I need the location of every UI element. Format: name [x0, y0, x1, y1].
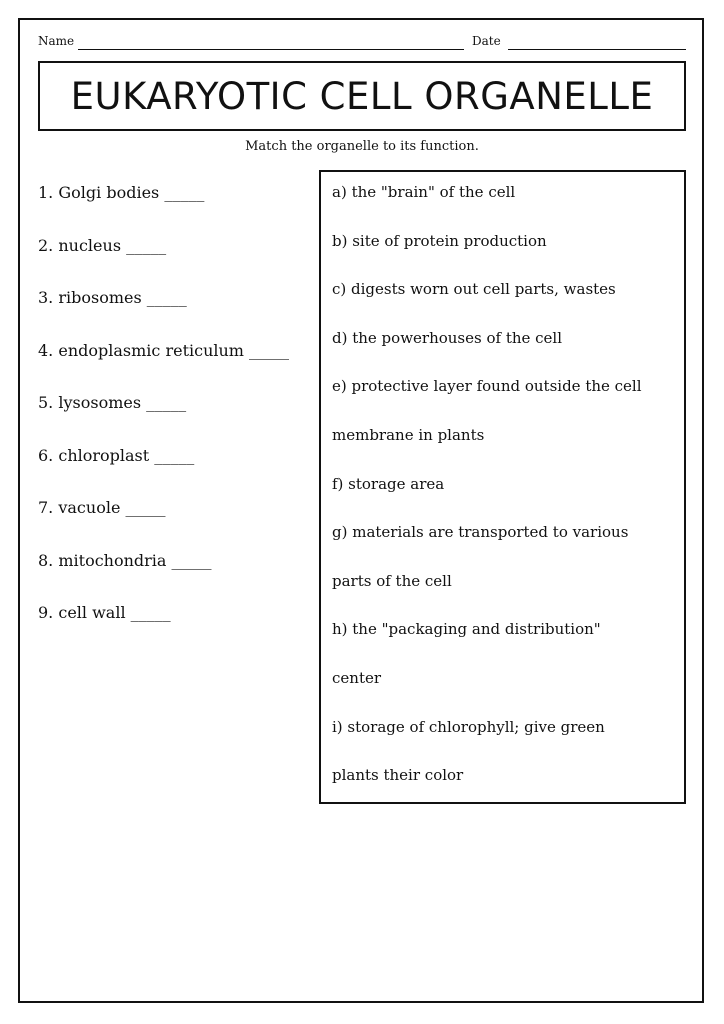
organelle-item: 5. lysosomes _____	[38, 393, 187, 412]
function-line: g) materials are transported to various	[332, 523, 629, 542]
page-title: EUKARYOTIC CELL ORGANELLE	[70, 74, 654, 118]
function-line: d) the powerhouses of the cell	[332, 328, 563, 347]
date-label: Date	[472, 34, 501, 48]
name-date-row	[38, 34, 688, 54]
title-box	[38, 61, 686, 131]
function-line: b) site of protein production	[332, 231, 547, 250]
organelle-item: 7. vacuole _____	[38, 498, 166, 517]
function-line: parts of the cell	[332, 571, 452, 590]
organelle-item: 2. nucleus _____	[38, 235, 167, 255]
instructions: Match the organelle to its function.	[245, 139, 479, 154]
function-line: e) protective layer found outside the cell	[332, 377, 642, 396]
organelle-item: 9. cell wall _____	[38, 603, 171, 622]
name-blank-line[interactable]	[78, 49, 464, 50]
function-line: i) storage of chlorophyll; give green	[332, 717, 605, 736]
date-blank-line[interactable]	[508, 49, 686, 50]
organelle-item: 1. Golgi bodies _____	[38, 183, 205, 202]
function-line: plants their color	[332, 766, 464, 785]
function-line: h) the "packaging and distribution"	[332, 620, 601, 639]
organelle-list	[38, 181, 289, 654]
organelle-item: 8. mitochondria _____	[38, 550, 212, 570]
organelle-item: 4. endoplasmic reticulum _____	[38, 340, 290, 360]
function-box	[319, 170, 686, 804]
name-label: Name	[38, 34, 75, 48]
function-line: a) the "brain" of the cell	[332, 183, 516, 201]
function-line: membrane in plants	[332, 425, 485, 444]
organelle-item: 3. ribosomes _____	[38, 288, 187, 307]
organelle-item: 6. chloroplast _____	[38, 445, 195, 465]
function-line: f) storage area	[332, 474, 445, 493]
function-line: center	[332, 668, 382, 687]
function-line: c) digests worn out cell parts, wastes	[332, 280, 616, 299]
